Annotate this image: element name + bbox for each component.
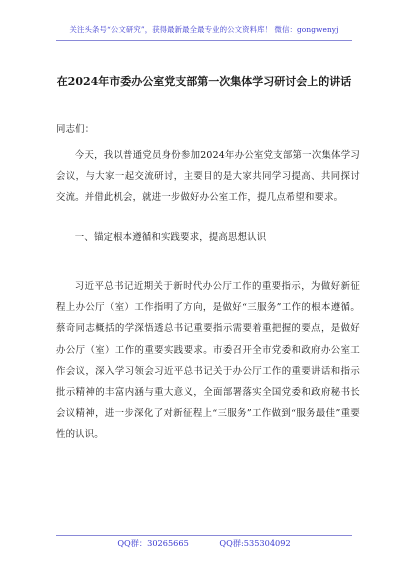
footer-qq-group-1: QQ群：30265665 <box>117 538 189 548</box>
salutation: 同志们： <box>56 124 95 135</box>
header-notice: 关注头条号“公文研究”，获得最新最全最专业的公文资料库！ 微信：gongwenyj <box>69 25 339 34</box>
paragraph-intro: 今天，我以普通党员身份参加2024年办公室党支部第一次集体学习会议，与大家一起交流研讨，主要目的是大家共同学习提高、共同探讨交流。并借此机会，就进一步做好办公室工作，提几点希望和要求。 <box>56 150 360 204</box>
document-title: 在2024年市委办公室党支部第一次集体学习研讨会上的讲话 <box>56 75 352 88</box>
paragraph-section-1: 习近平总书记近期关于新时代办公厅工作的重要指示，为做好新征程上办公厅（室）工作指明了方向，是做好“三服务”工作的根本遵循。蔡奇同志概括的学深悟透总书记重要指示需要着重把握的要点，是做好办公厅（室）工作的重要实践要求。市委召开全市党委和政府办公室工作会议，深入学习领会习近平总书记关于办公厅工作的重要讲话和指示批示精神的丰富内涵与重大意义，全面部署落实全国党委和政府秘书长会议精神，进一步深化了对新征程上“三服务”工作做到“服务最佳”重要性的认识。 <box>56 281 360 441</box>
header-divider <box>56 40 352 41</box>
footer-qq-group-2: QQ群:535304092 <box>219 538 291 548</box>
footer-divider <box>56 535 352 536</box>
footer <box>0 538 408 549</box>
section-heading-1: 一、锚定根本遵循和实践要求，提高思想认识 <box>74 232 267 243</box>
